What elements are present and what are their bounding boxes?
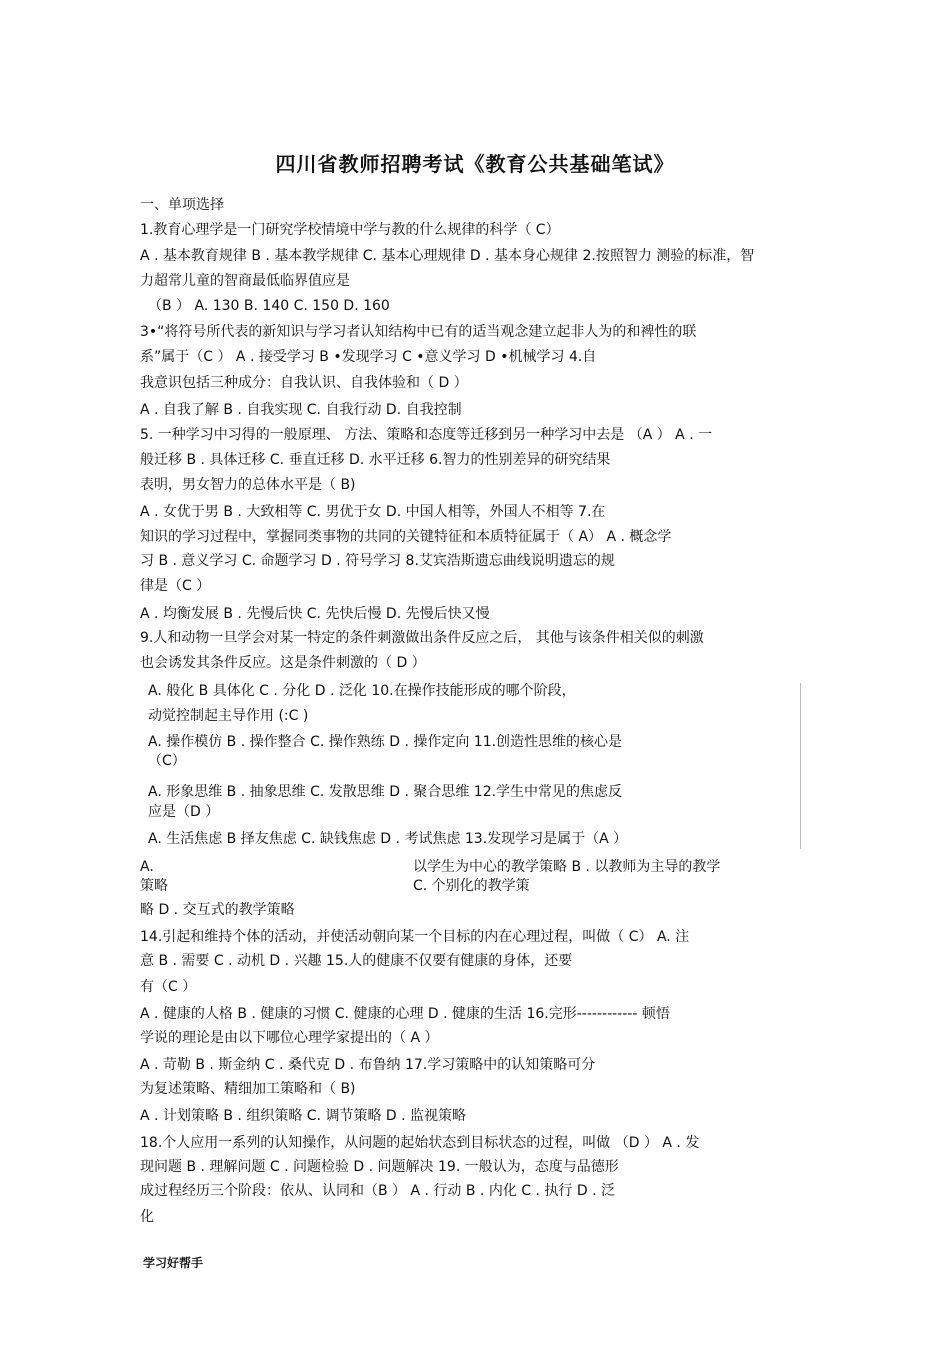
- text-line: A . 女优于男 B . 大致相等 C. 男优于女 D. 中国人相等，外国人不相等 7.在: [140, 504, 606, 520]
- text-line: 有（C ）: [140, 979, 197, 995]
- text-line: 我意识包括三种成分：自我认识、自我体验和（ D ）: [140, 375, 468, 391]
- text-line: 动觉控制起主导作用 (:C ): [148, 708, 309, 724]
- text-line: 应是（D ）: [148, 804, 220, 820]
- text-line: A . 基本教育规律 B . 基本教学规律 C. 基本心理规律 D . 基本身心规律 2.按照智力 测验的标准，智: [140, 248, 755, 264]
- text-line: A. 操作模仿 B . 操作整合 C. 操作熟练 D . 操作定向 11.创造性思维的核心是: [148, 734, 623, 750]
- text-line: C. 个别化的教学策: [413, 878, 530, 894]
- text-line: （C）: [148, 753, 186, 769]
- text-line: 成过程经历三个阶段：依从、认同和（B ） A . 行动 B . 内化 C . 执行 D . 泛: [140, 1183, 615, 1199]
- text-line: 5. 一种学习中习得的一般原理、 方法、策略和态度等迁移到另一种学习中去是 （A ） A . 一: [140, 427, 713, 443]
- text-line: 般迁移 B . 具体迁移 C. 垂直迁移 D. 水平迁移 6.智力的性别差异的研究结果: [140, 452, 611, 468]
- text-line: A. 般化 B 具体化 C . 分化 D . 泛化 10.在操作技能形成的哪个阶段，: [148, 683, 576, 699]
- text-line: A . 苛勒 B . 斯金纳 C . 桑代克 D . 布鲁纳 17.学习策略中的认知策略可分: [140, 1057, 596, 1073]
- text-line: A . 均衡发展 B . 先慢后快 C. 先快后慢 D. 先慢后快又慢: [140, 606, 490, 622]
- text-line: 3•“将符号所代表的新知识与学习者认知结构中已有的适当观念建立起非人为的和裨性的联: [140, 324, 697, 340]
- text-line: 1.教育心理学是一门研究学校情境中学与教的什么规律的科学（ C）: [140, 222, 560, 238]
- text-line: A.: [140, 859, 154, 875]
- section-heading: 一、单项选择: [140, 197, 224, 213]
- text-line: 以学生为中心的教学策略 B . 以教师为主导的教学: [413, 859, 721, 875]
- text-line: A . 健康的人格 B . 健康的习惯 C. 健康的心理 D . 健康的生活 16.完形------------ 顿悟: [140, 1006, 670, 1022]
- box-border-right: [800, 683, 801, 849]
- text-line: 化: [140, 1209, 154, 1225]
- text-line: 9.人和动物一旦学会对某一特定的条件刺激做出条件反应之后， 其他与该条件相关似的刺激: [140, 630, 704, 646]
- text-line: A. 生活焦虑 B 择友焦虑 C. 缺钱焦虑 D . 考试焦虑 13.发现学习是属于（A ）: [148, 831, 628, 847]
- text-line: A. 形象思维 B . 抽象思维 C. 发散思维 D . 聚合思维 12.学生中常见的焦虑反: [148, 784, 623, 800]
- text-line: 意 B . 需要 C . 动机 D . 兴趣 15.人的健康不仅要有健康的身体，还要: [140, 953, 573, 969]
- text-line: 表明，男女智力的总体水平是（ B): [140, 477, 356, 493]
- text-line: 14.引起和维持个体的活动，并使活动朝向某一个目标的内在心理过程，叫做（ C） A. 注: [140, 929, 690, 945]
- text-line: 18.个人应用一系列的认知操作，从问题的起始状态到目标状态的过程，叫做 （D ） A . 发: [140, 1135, 700, 1151]
- page-title: 四川省教师招聘考试《教育公共基础笔试》: [275, 152, 675, 176]
- text-line: 策略: [140, 878, 168, 894]
- text-line: 律是（C ）: [140, 578, 211, 594]
- page-footer: 学习好帮手: [143, 1256, 204, 1270]
- text-line: 力超常儿童的智商最低临界值应是: [140, 273, 350, 289]
- text-line: A . 计划策略 B . 组织策略 C. 调节策略 D . 监视策略: [140, 1108, 467, 1124]
- text-line: 系”属于（C ） A . 接受学习 B •发现学习 C •意义学习 D •机械学习 4.自: [140, 349, 597, 365]
- text-line: （B ） A. 130 B. 140 C. 150 D. 160: [148, 298, 390, 314]
- text-line: 为复述策略、精细加工策略和（ B): [140, 1081, 356, 1097]
- text-line: 知识的学习过程中，掌握同类事物的共同的关键特征和本质特征属于（ A） A . 概念学: [140, 529, 672, 545]
- text-line: 也会诱发其条件反应。这是条件刺激的（ D ）: [140, 655, 426, 671]
- text-line: A . 自我了解 B . 自我实现 C. 自我行动 D. 自我控制: [140, 402, 462, 418]
- text-line: 习 B . 意义学习 C. 命题学习 D . 符号学习 8.艾宾浩斯遗忘曲线说明遗忘的规: [140, 553, 615, 569]
- text-line: 学说的理论是由以下哪位心理学家提出的（ A ）: [140, 1030, 439, 1046]
- text-line: 略 D . 交互式的教学策略: [140, 902, 295, 918]
- text-line: 现问题 B . 理解问题 C . 问题检验 D . 问题解决 19. 一般认为，态度与品德形: [140, 1159, 619, 1175]
